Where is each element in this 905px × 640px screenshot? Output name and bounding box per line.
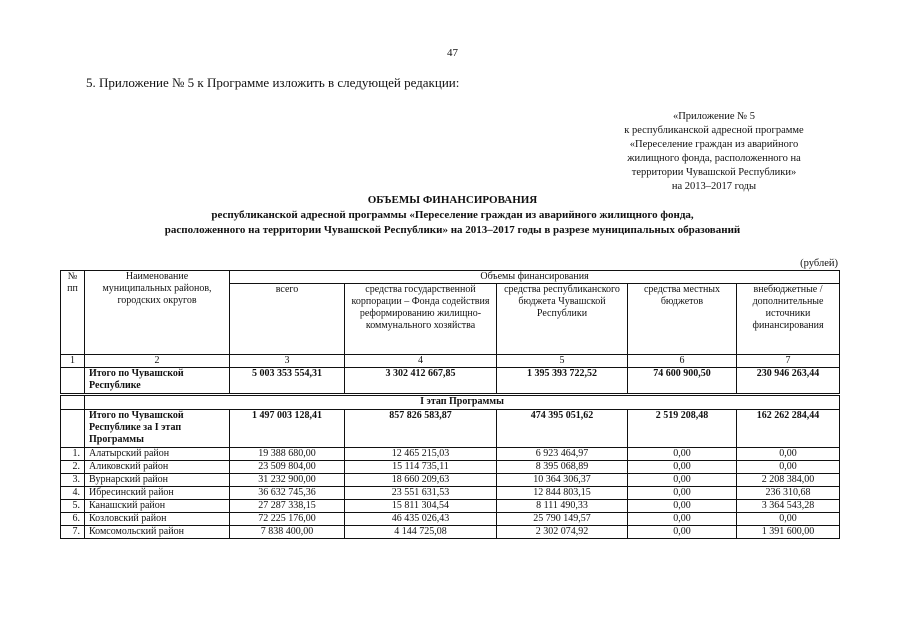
page-number: 47 (447, 47, 458, 59)
appendix-line: территории Чувашской Республики» (631, 167, 797, 178)
title-line: республиканской адресной программы «Переселение граждан из аварийного жилищного фонда, (211, 209, 694, 221)
title-line: расположенного на территории Чувашской Республики» на 2013–2017 годы в разрезе муниципальных образований (164, 224, 741, 236)
row-num: 6. (61, 513, 85, 526)
row-name: Канашский район (85, 500, 230, 513)
cell-total: 36 632 745,36 (230, 487, 345, 500)
header-name: Наименование муниципальных районов, городских округов (85, 271, 230, 355)
column-number: 3 (230, 355, 345, 368)
title-line: ОБЪЕМЫ ФИНАНСИРОВАНИЯ (367, 194, 538, 206)
table-row (61, 487, 840, 500)
row-name: Ибресинский район (85, 487, 230, 500)
table-row (61, 500, 840, 513)
row-num: 7. (61, 526, 85, 539)
row-name: Вурнарский район (85, 474, 230, 487)
row-num: 3. (61, 474, 85, 487)
header-local: средства местных бюджетов (628, 284, 737, 355)
header-fund: средства государственной корпорации – Фонда содействия реформированию жилищно-коммунального хозяйства (345, 284, 497, 355)
cell-republic: 12 844 803,15 (497, 487, 628, 500)
row-name: Аликовский район (85, 461, 230, 474)
row-num: 5. (61, 500, 85, 513)
cell-republic: 1 395 393 722,52 (497, 368, 628, 395)
cell-total: 5 003 353 554,31 (230, 368, 345, 395)
cell-extra: 230 946 263,44 (737, 368, 840, 395)
cell-fund: 46 435 026,43 (345, 513, 497, 526)
header-row (61, 271, 840, 284)
cell-fund: 23 551 631,53 (345, 487, 497, 500)
header-extra: внебюджетные / дополнительные источники финансирования (737, 284, 840, 355)
cell-fund: 15 811 304,54 (345, 500, 497, 513)
row-num: 1. (61, 448, 85, 461)
cell-republic: 25 790 149,57 (497, 513, 628, 526)
cell-fund: 857 826 583,87 (345, 410, 497, 448)
appendix-line: к республиканской адресной программе (624, 125, 804, 136)
header-republic: средства республиканского бюджета Чувашской Республики (497, 284, 628, 355)
header-num: № пп (61, 271, 85, 355)
column-number: 5 (497, 355, 628, 368)
cell-fund: 12 465 215,03 (345, 448, 497, 461)
cell-republic: 474 395 051,62 (497, 410, 628, 448)
cell-extra: 3 364 543,28 (737, 500, 840, 513)
table-row (61, 513, 840, 526)
intro-line: 5. Приложение № 5 к Программе изложить в следующей редакции: (86, 75, 460, 90)
appendix-line: жилищного фонда, расположенного на (627, 153, 801, 164)
column-number: 1 (61, 355, 85, 368)
table-row (61, 526, 840, 539)
cell-extra: 0,00 (737, 461, 840, 474)
cell-extra: 162 262 284,44 (737, 410, 840, 448)
cell-total: 27 287 338,15 (230, 500, 345, 513)
cell-total: 72 225 176,00 (230, 513, 345, 526)
cell-total: 7 838 400,00 (230, 526, 345, 539)
cell-total: 19 388 680,00 (230, 448, 345, 461)
row-num: 2. (61, 461, 85, 474)
cell-fund: 18 660 209,63 (345, 474, 497, 487)
cell-republic: 6 923 464,97 (497, 448, 628, 461)
cell-local: 0,00 (628, 513, 737, 526)
column-number-row (61, 355, 840, 368)
table-row (61, 448, 840, 461)
cell-total: 1 497 003 128,41 (230, 410, 345, 448)
cell-local: 0,00 (628, 526, 737, 539)
table-row (61, 461, 840, 474)
row-name: Алатырский район (85, 448, 230, 461)
financing-table (60, 270, 840, 539)
header-group: Объемы финансирования (230, 271, 840, 284)
stage-title: I этап Программы (85, 395, 840, 410)
row-name: Итого по Чувашской Республике за I этап Программы (85, 410, 230, 448)
cell-total: 31 232 900,00 (230, 474, 345, 487)
table-row (61, 474, 840, 487)
cell-extra: 0,00 (737, 513, 840, 526)
row-num (61, 368, 85, 395)
column-number: 2 (85, 355, 230, 368)
cell-local: 0,00 (628, 500, 737, 513)
cell-republic: 10 364 306,37 (497, 474, 628, 487)
grand-total-row (61, 368, 840, 395)
row-num: 4. (61, 487, 85, 500)
cell-total: 23 509 804,00 (230, 461, 345, 474)
cell-republic: 8 111 490,33 (497, 500, 628, 513)
column-number: 7 (737, 355, 840, 368)
appendix-line: «Переселение граждан из аварийного (629, 139, 799, 150)
cell-fund: 4 144 725,08 (345, 526, 497, 539)
appendix-line: «Приложение № 5 (672, 111, 756, 122)
cell-local: 0,00 (628, 487, 737, 500)
row-num (61, 410, 85, 448)
row-name: Козловский район (85, 513, 230, 526)
column-number: 6 (628, 355, 737, 368)
cell-local: 2 519 208,48 (628, 410, 737, 448)
column-number: 4 (345, 355, 497, 368)
row-num (61, 395, 85, 410)
document-title (40, 193, 865, 238)
row-name: Итого по Чувашской Республике (85, 368, 230, 395)
stage-total-row (61, 410, 840, 448)
appendix-header (585, 110, 843, 194)
cell-local: 74 600 900,50 (628, 368, 737, 395)
cell-local: 0,00 (628, 474, 737, 487)
cell-local: 0,00 (628, 448, 737, 461)
row-name: Комсомольский район (85, 526, 230, 539)
cell-republic: 2 302 074,92 (497, 526, 628, 539)
cell-republic: 8 395 068,89 (497, 461, 628, 474)
cell-extra: 2 208 384,00 (737, 474, 840, 487)
cell-extra: 1 391 600,00 (737, 526, 840, 539)
cell-fund: 3 302 412 667,85 (345, 368, 497, 395)
unit-label: (рублей) (800, 258, 838, 269)
cell-local: 0,00 (628, 461, 737, 474)
cell-fund: 15 114 735,11 (345, 461, 497, 474)
cell-extra: 236 310,68 (737, 487, 840, 500)
cell-extra: 0,00 (737, 448, 840, 461)
stage-row (61, 395, 840, 410)
header-total: всего (230, 284, 345, 355)
appendix-line: на 2013–2017 годы (671, 181, 757, 192)
